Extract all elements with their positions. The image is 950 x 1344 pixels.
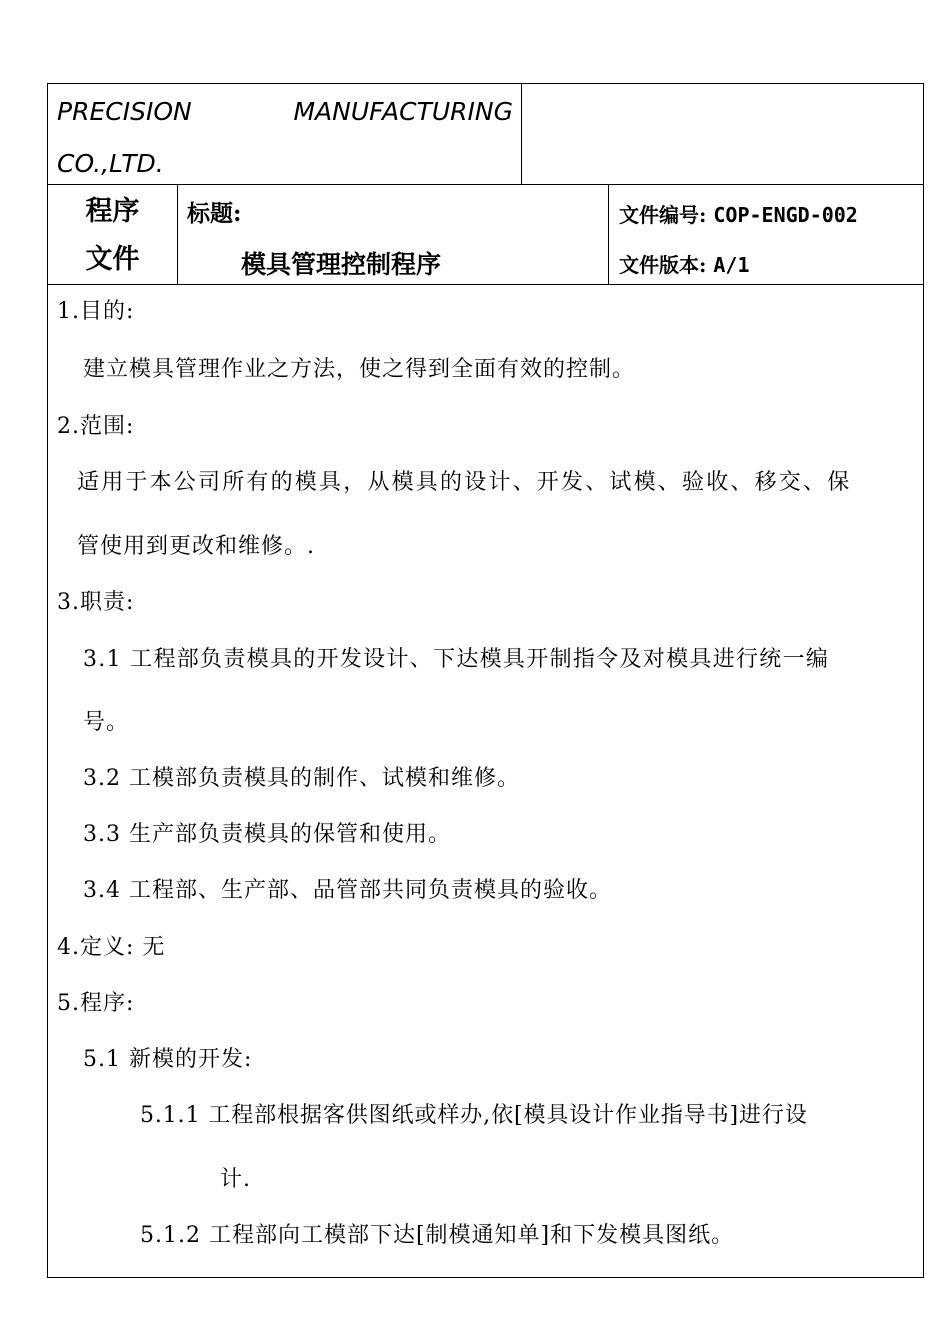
section-2-text-line1: 适用于本公司所有的模具，从模具的设计、开发、试模、验收、移交、保 [77,470,852,495]
company-name-line2: CO.,LTD. [57,149,164,178]
title-cell [178,185,609,284]
company-name-word-1: PRECISION [57,97,192,126]
document-form [47,83,924,1278]
doc-number [619,199,858,228]
doc-type-cell [48,185,178,284]
doc-meta-cell [609,185,924,284]
doc-number-label: 文件编号: [619,203,707,227]
section-5-1-1-line2: 计. [220,1167,251,1192]
page-title: 模具管理控制程序 [241,250,442,279]
section-2-heading: 2.范围: [57,414,135,439]
title-label: 标题: [187,200,242,227]
section-1-text: 建立模具管理作业之方法，使之得到全面有效的控制。 [83,357,636,382]
section-1-heading: 1.目的: [57,299,135,324]
doc-version-label: 文件版本: [619,253,707,277]
section-5-1-2: 5.1.2 工程部向工模部下达[制模通知单]和下发模具图纸。 [140,1223,735,1248]
section-4-heading: 4.定义: 无 [57,935,166,960]
section-2-text-line2: 管使用到更改和维修。. [77,534,315,559]
section-3-1-line1: 3.1 工程部负责模具的开发设计、下达模具开制指令及对模具进行统一编 [83,647,830,672]
section-3-2: 3.2 工模部负责模具的制作、试模和维修。 [83,766,520,791]
doc-type-line1: 程序 [85,196,140,227]
section-3-1-line2: 号。 [83,710,130,735]
doc-type-line2: 文件 [85,244,140,275]
document-body [48,285,923,1277]
section-3-heading: 3.职责: [57,590,135,615]
section-5-1-1-line1: 5.1.1 工程部根据客供图纸或样办,依[模具设计作业指导书]进行设 [140,1103,808,1128]
doc-version [619,249,749,278]
doc-number-value: COP-ENGD-002 [713,203,858,227]
company-name-word-2: MANUFACTURING [293,97,513,126]
section-3-3: 3.3 生产部负责模具的保管和使用。 [83,822,451,847]
header-row-title [48,185,923,285]
section-5-heading: 5.程序: [57,991,135,1016]
section-5-1: 5.1 新模的开发: [83,1047,253,1072]
doc-version-value: A/1 [713,253,750,277]
company-name-line1 [57,92,513,144]
company-name-cell [48,84,522,184]
section-3-4: 3.4 工程部、生产部、品管部共同负责模具的验收。 [83,878,612,903]
header-row-company [48,84,923,185]
